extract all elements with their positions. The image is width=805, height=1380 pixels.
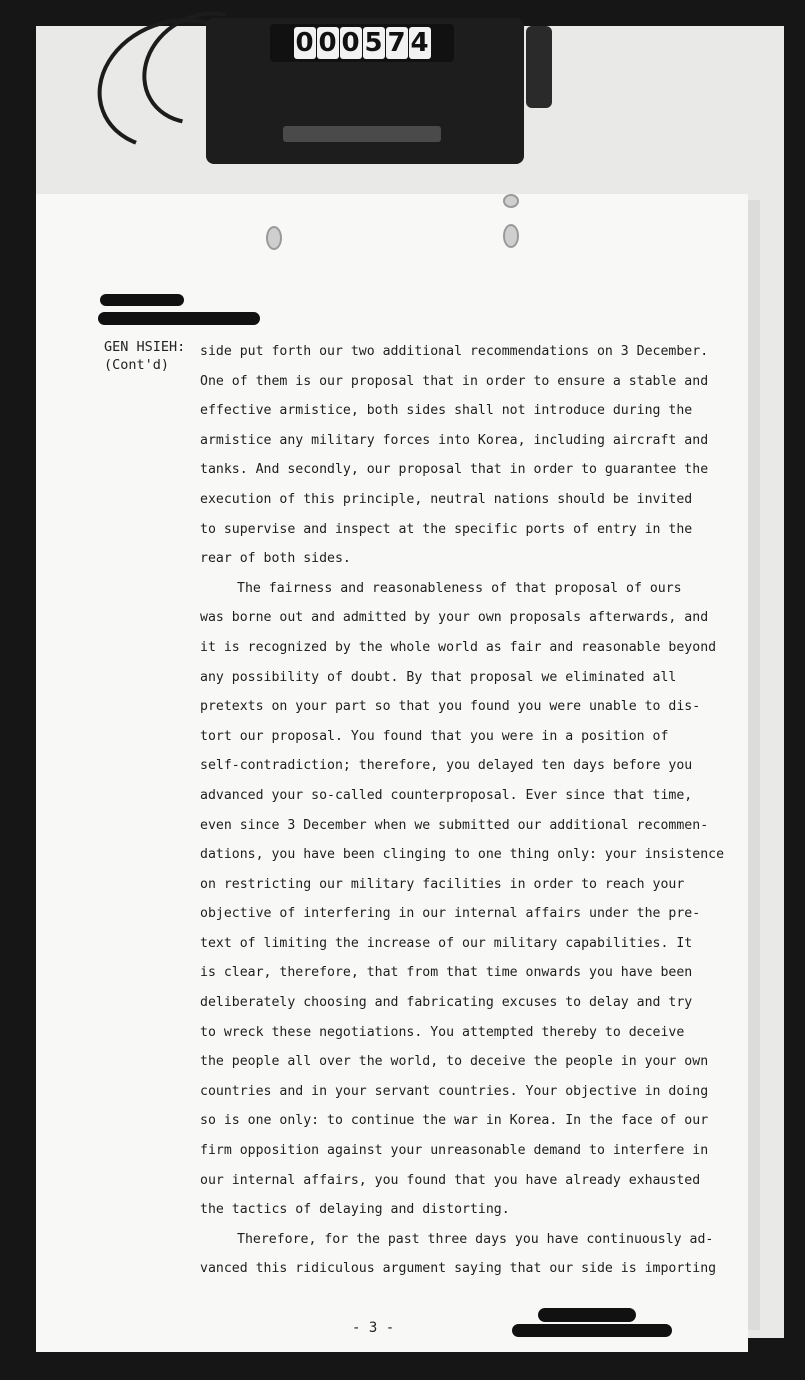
transcript-line: advanced your so-called counterproposal. Ever since that time, — [200, 787, 693, 803]
transcript-line: objective of interfering in our internal affairs under the pre- — [200, 906, 701, 922]
transcript-line: countries and in your servant countries. Your objective in doing — [200, 1083, 709, 1099]
punch-hole — [503, 194, 519, 208]
speaker-name: GEN HSIEH: — [104, 339, 186, 355]
transcript-line: armistice any military forces into Korea, including aircraft and — [200, 432, 709, 448]
transcript-line: so is one only: to continue the war in Korea. In the face of our — [200, 1113, 709, 1129]
transcript-body — [200, 337, 725, 1284]
transcript-line: rear of both sides. — [200, 551, 351, 567]
transcript-line: side put forth our two additional recommendations on 3 December. — [200, 344, 709, 359]
transcript-line: our internal affairs, you found that you have already exhausted — [200, 1172, 701, 1188]
transcript-line: The fairness and reasonableness of that proposal of ours — [237, 580, 682, 596]
transcript-line: Therefore, for the past three days you have continuously ad- — [237, 1231, 714, 1247]
transcript-line: the people all over the world, to deceive the people in your own — [200, 1054, 709, 1070]
transcript-line: pretexts on your part so that you found you were unable to dis- — [200, 699, 701, 715]
counter-digit: 0 — [318, 28, 337, 58]
punch-hole — [503, 224, 519, 248]
transcript-line: dations, you have been clinging to one thing only: your insistence — [200, 847, 725, 863]
transcript-line: effective armistice, both sides shall not introduce during the — [200, 403, 693, 419]
transcript-line: to supervise and inspect at the specific ports of entry in the — [200, 521, 693, 537]
counter-knob — [526, 26, 552, 108]
counter-digit: 7 — [387, 28, 406, 58]
transcript-paragraph — [200, 1225, 717, 1284]
counter-slot — [283, 126, 441, 142]
frame-counter-display — [270, 24, 454, 62]
counter-digit: 0 — [341, 28, 360, 58]
transcript-line: tort our proposal. You found that you were in a position of — [200, 728, 669, 744]
speaker-continued-note: (Cont'd) — [104, 357, 170, 373]
transcript-line: the tactics of delaying and distorting. — [200, 1202, 510, 1218]
transcript-line: is clear, therefore, that from that time onwards you have been — [200, 965, 693, 981]
transcript-line: was borne out and admitted by your own proposals afterwards, and — [200, 610, 709, 626]
redaction-mark — [98, 312, 260, 325]
transcript-line: execution of this principle, neutral nations should be invited — [200, 491, 693, 507]
transcript-paragraph — [200, 337, 709, 574]
page-number: - 3 - — [352, 1320, 395, 1336]
speaker-label — [104, 338, 190, 374]
transcript-line: on restricting our military facilities in order to reach your — [200, 876, 685, 892]
transcript-line: vanced this ridiculous argument saying that our side is importing — [200, 1261, 717, 1277]
transcript-line: deliberately choosing and fabricating excuses to delay and try — [200, 995, 693, 1011]
transcript-line: to wreck these negotiations. You attempted thereby to deceive — [200, 1024, 685, 1040]
transcript-line: even since 3 December when we submitted our additional recommen- — [200, 817, 709, 833]
counter-digit: 0 — [295, 28, 314, 58]
transcript-line: any possibility of doubt. By that proposal we eliminated all — [200, 669, 677, 685]
counter-digit: 4 — [410, 28, 429, 58]
redaction-mark — [100, 294, 184, 306]
transcript-line: firm opposition against your unreasonable demand to interfere in — [200, 1143, 709, 1159]
counter-digit: 5 — [364, 28, 383, 58]
redaction-mark — [512, 1324, 672, 1337]
redaction-mark — [538, 1308, 636, 1322]
punch-hole — [266, 226, 282, 250]
transcript-paragraph — [200, 574, 725, 1225]
transcript-line: tanks. And secondly, our proposal that in order to guarantee the — [200, 462, 709, 478]
transcript-line: self-contradiction; therefore, you delayed ten days before you — [200, 758, 693, 774]
transcript-line: text of limiting the increase of our military capabilities. It — [200, 935, 693, 951]
transcript-line: it is recognized by the whole world as fair and reasonable beyond — [200, 639, 717, 655]
transcript-line: One of them is our proposal that in order to ensure a stable and — [200, 373, 709, 389]
